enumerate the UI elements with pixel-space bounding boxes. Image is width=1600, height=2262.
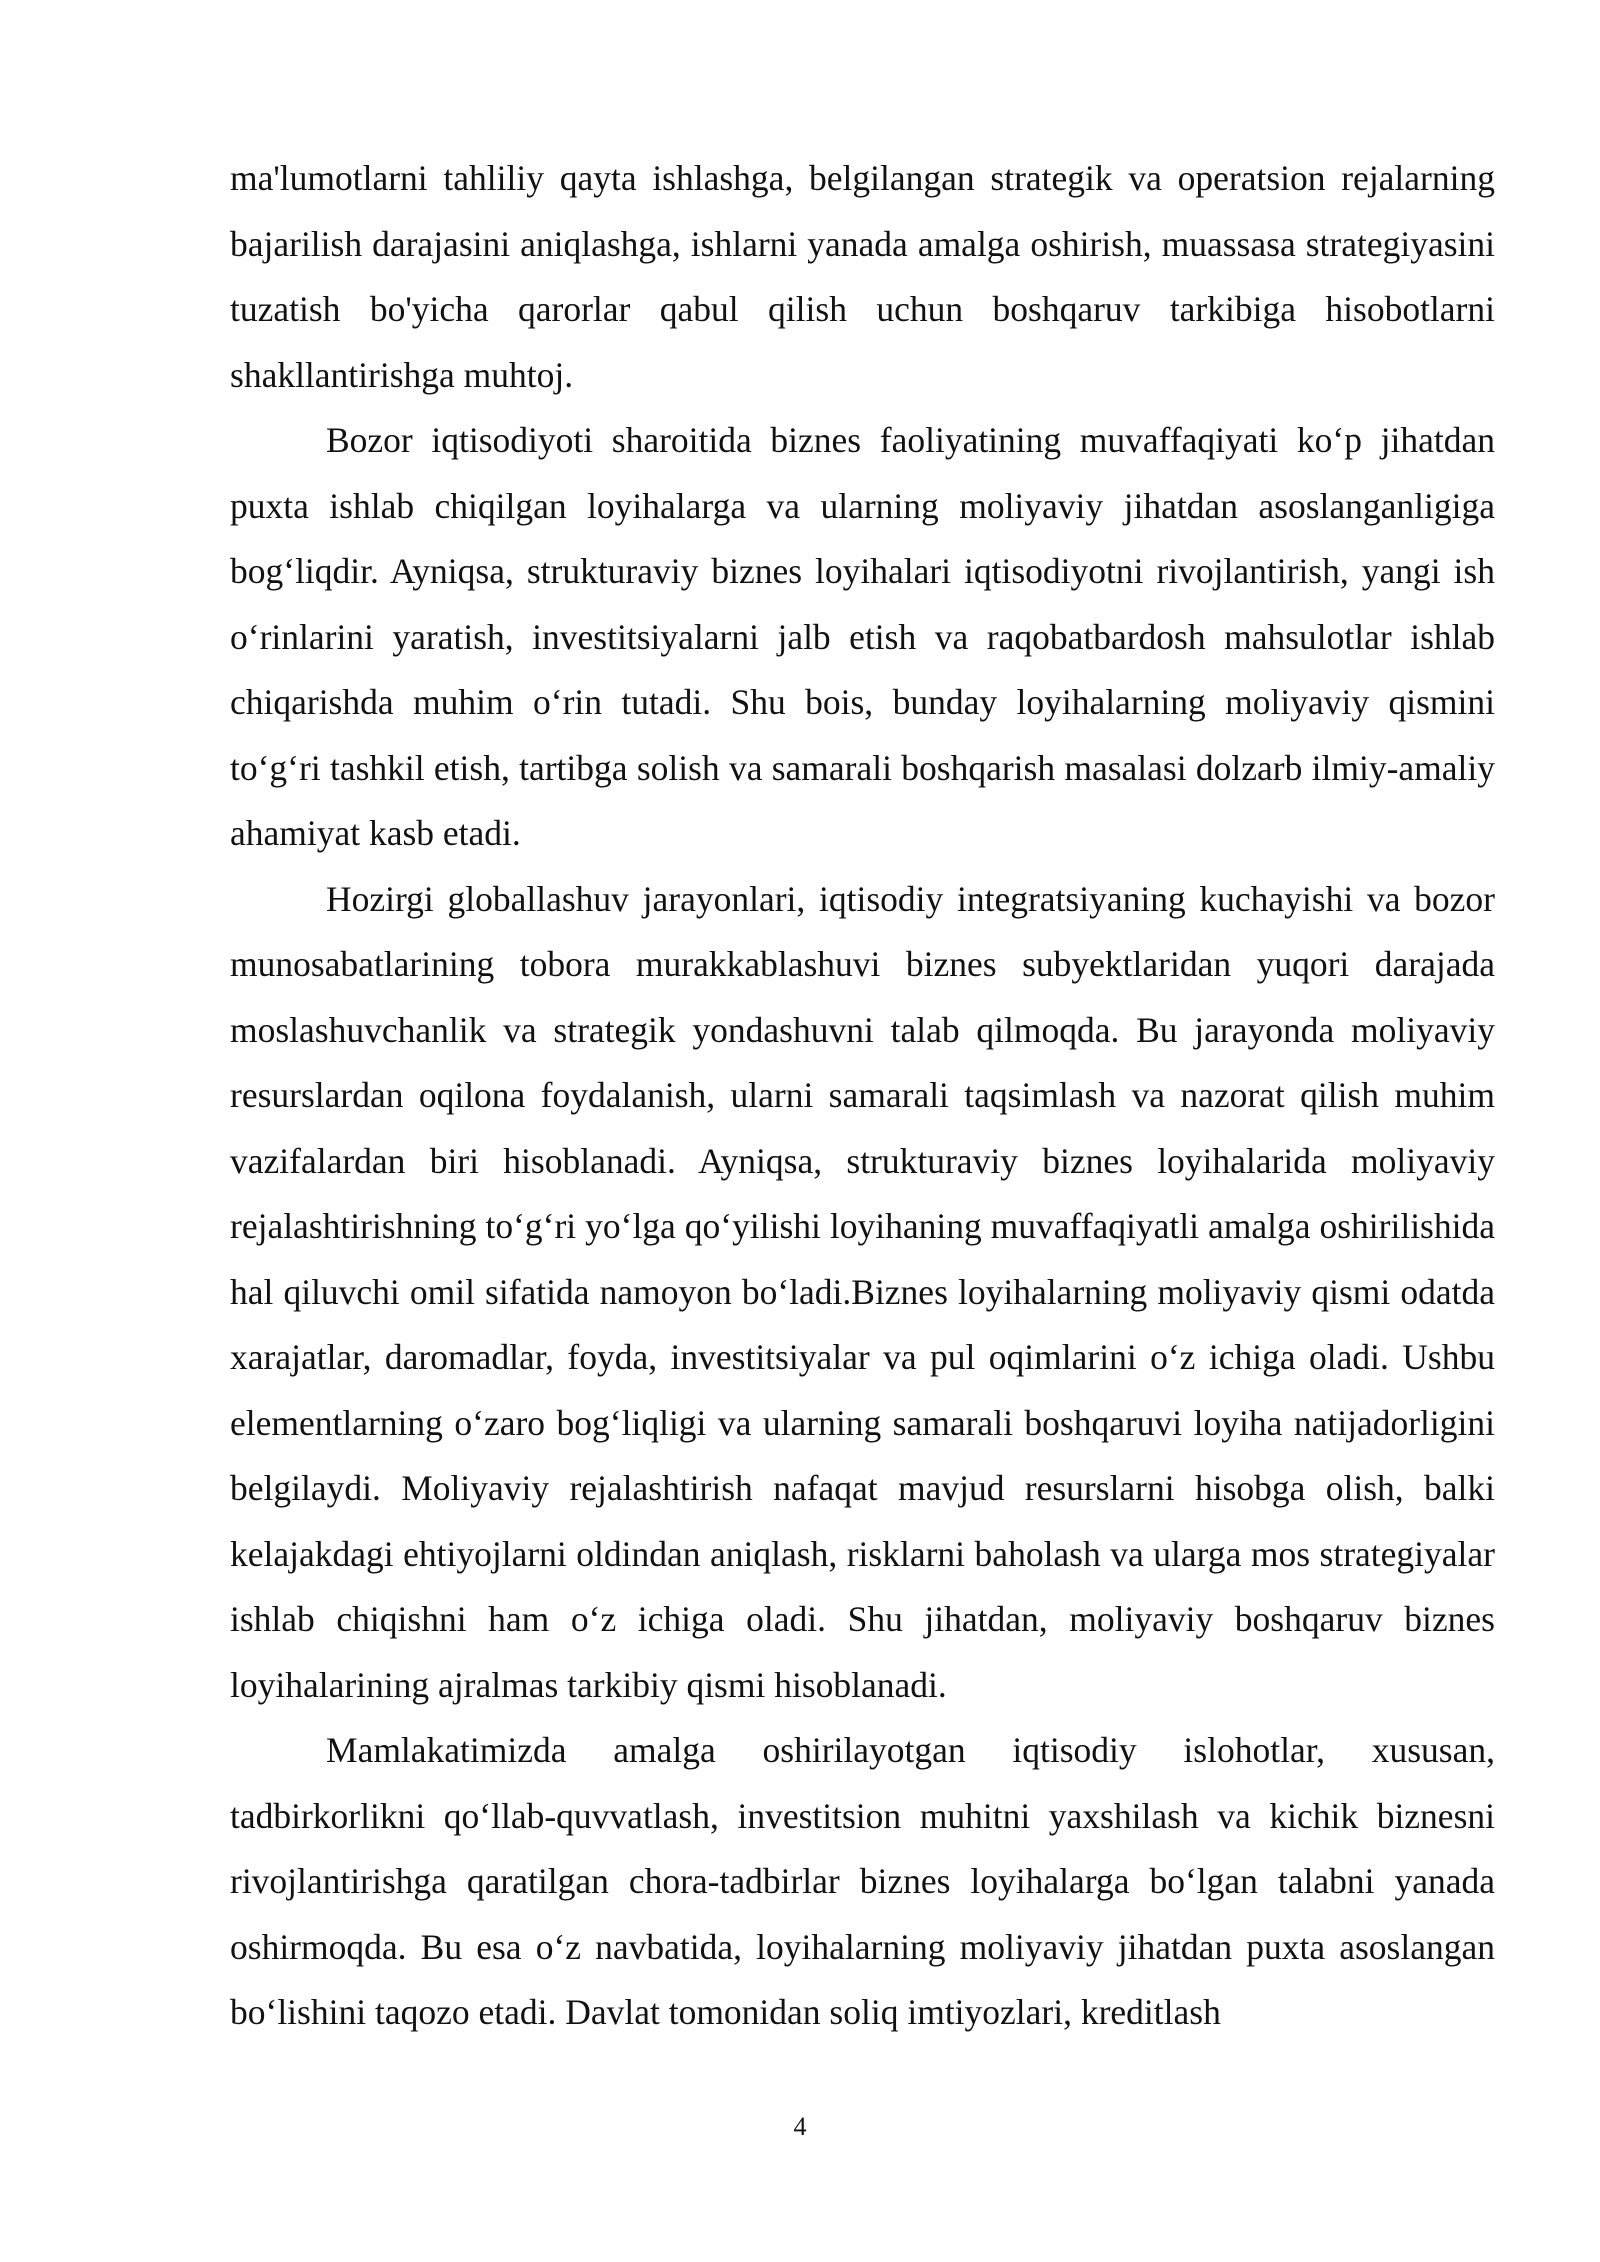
paragraph-1: ma'lumotlarni tahliliy qayta ishlashga, belgilangan strategik va operatsion rejalarning bajarilish darajasini aniqlashga, ishlarni yanada amalga oshirish, muassasa strategiyasini tuzatish bo'yicha qarorlar qabul qilish uchun boshqaruv tarkibiga hisobotlarni shakllantirishga muhtoj. bbox=[230, 158, 1495, 395]
paragraph-2: Bozor iqtisodiyoti sharoitida biznes faoliyatining muvaffaqiyati ko‘p jihatdan puxta ishlab chiqilgan loyihalarga va ularning moliyaviy jihatdan asoslanganligiga bog‘liqdir. Ayniqsa, strukturaviy biznes loyihalari iqtisodiyotni rivojlantirish, yangi ish o‘rinlarini yaratish, investitsiyalarni jalb etish va raqobatbardosh mahsulotlar ishlab chiqarishda muhim o‘rin tutadi. Shu bois, bunday loyihalarning moliyaviy qismini to‘g‘ri tashkil etish, tartibga solish va samarali boshqarish masalasi dolzarb ilmiy-amaliy ahamiyat kasb etadi. bbox=[230, 420, 1495, 853]
paragraph-3: Hozirgi globallashuv jarayonlari, iqtisodiy integratsiyaning kuchayishi va bozor munosabatlarining tobora murakkablashuvi biznes subyektlaridan yuqori darajada moslashuvchanlik va strategik yondashuvni talab qilmoqda. Bu jarayonda moliyaviy resurslardan oqilona foydalanish, ularni samarali taqsimlash va nazorat qilish muhim vazifalardan biri hisoblanadi. Ayniqsa, strukturaviy biznes loyihalarida moliyaviy rejalashtirishning to‘g‘ri yo‘lga qo‘yilishi loyihaning muvaffaqiyatli amalga oshirilishida hal qiluvchi omil sifatida namoyon bo‘ladi.Biznes loyihalarning moliyaviy qismi odatda xarajatlar, daromadlar, foyda, investitsiyalar va pul oqimlarini o‘z ichiga oladi. Ushbu elementlarning o‘zaro bog‘liqligi va ularning samarali boshqaruvi loyiha natijadorligini belgilaydi. Moliyaviy rejalashtirish nafaqat mavjud resurslarni hisobga olish, balki kelajakdagi ehtiyojlarni oldindan aniqlash, risklarni baholash va ularga mos strategiyalar ishlab chiqishni ham o‘z ichiga oladi. Shu jihatdan, moliyaviy boshqaruv biznes loyihalarining ajralmas tarkibiy qismi hisoblanadi. bbox=[230, 878, 1495, 1705]
document-body bbox=[230, 146, 1495, 2046]
page-number: 4 bbox=[793, 2112, 807, 2141]
paragraph-4: Mamlakatimizda amalga oshirilayotgan iqtisodiy islohotlar, xususan, tadbirkorlikni qo‘llab-quvvatlash, investitsion muhitni yaxshilash va kichik biznesni rivojlantirishga qaratilgan chora-tadbirlar biznes loyihalarga bo‘lgan talabni yanada oshirmoqda. Bu esa o‘z navbatida, loyihalarning moliyaviy jihatdan puxta asoslangan bo‘lishini taqozo etadi. Davlat tomonidan soliq imtiyozlari, kreditlash bbox=[230, 1730, 1495, 2032]
